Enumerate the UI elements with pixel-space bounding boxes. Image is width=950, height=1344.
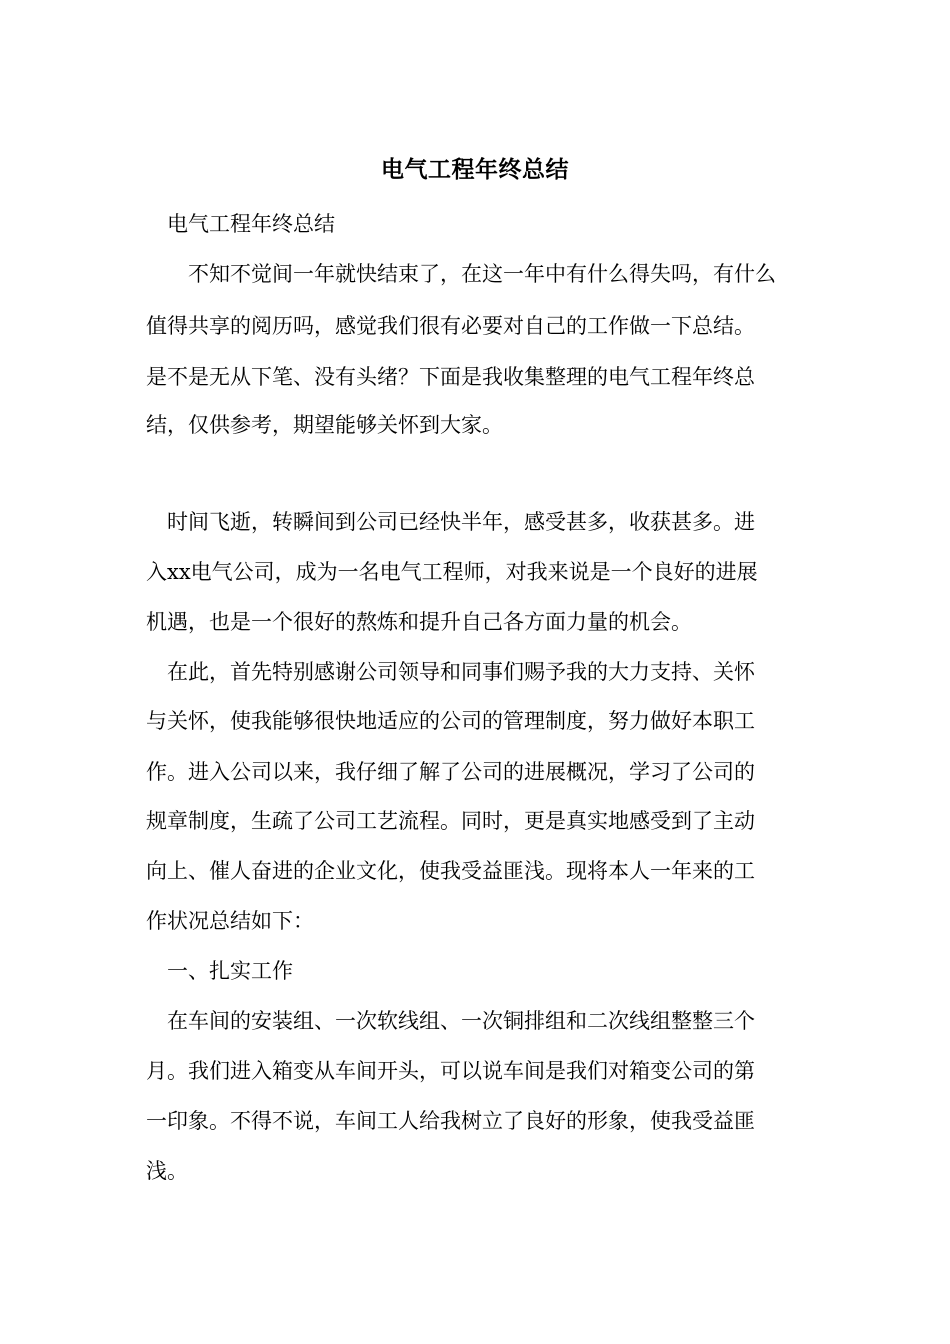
- body-line: 值得共享的阅历吗，感觉我们很有必要对自己的工作做一下总结。: [146, 314, 755, 338]
- section-heading: 一、扎实工作: [146, 959, 293, 983]
- body-line: 是不是无从下笔、没有头绪？下面是我收集整理的电气工程年终总: [146, 365, 755, 389]
- body-line-subtitle: 电气工程年终总结: [146, 212, 335, 236]
- body-line: 不知不觉间一年就快结束了，在这一年中有什么得失吗，有什么: [146, 262, 776, 286]
- body-line: 浅。: [146, 1159, 188, 1183]
- body-line: 作状况总结如下：: [146, 909, 314, 933]
- body-line: 向上、催人奋进的企业文化，使我受益匪浅。现将本人一年来的工: [146, 859, 755, 883]
- body-line: 结，仅供参考，期望能够关怀到大家。: [146, 413, 503, 437]
- body-line: 时间飞逝，转瞬间到公司已经快半年，感受甚多，收获甚多。进: [146, 510, 755, 534]
- body-line: 在车间的安装组、一次软线组、一次铜排组和二次线组整整三个: [146, 1009, 755, 1033]
- body-line: 一印象。不得不说，车间工人给我树立了良好的形象，使我受益匪: [146, 1109, 755, 1133]
- body-line: 与关怀，使我能够很快地适应的公司的管理制度，努力做好本职工: [146, 709, 755, 733]
- body-line: 作。进入公司以来，我仔细了解了公司的进展概况，学习了公司的: [146, 760, 755, 784]
- body-line: 规章制度，生疏了公司工艺流程。同时，更是真实地感受到了主动: [146, 809, 755, 833]
- body-line: 机遇，也是一个很好的熬炼和提升自己各方面力量的机会。: [146, 610, 692, 634]
- body-line: 月。我们进入箱变从车间开头，可以说车间是我们对箱变公司的第: [146, 1059, 755, 1083]
- body-line: 在此，首先特别感谢公司领导和同事们赐予我的大力支持、关怀: [146, 660, 755, 684]
- document-title: 电气工程年终总结: [381, 156, 569, 183]
- body-line: 入xx电气公司，成为一名电气工程师，对我来说是一个良好的进展: [146, 560, 758, 584]
